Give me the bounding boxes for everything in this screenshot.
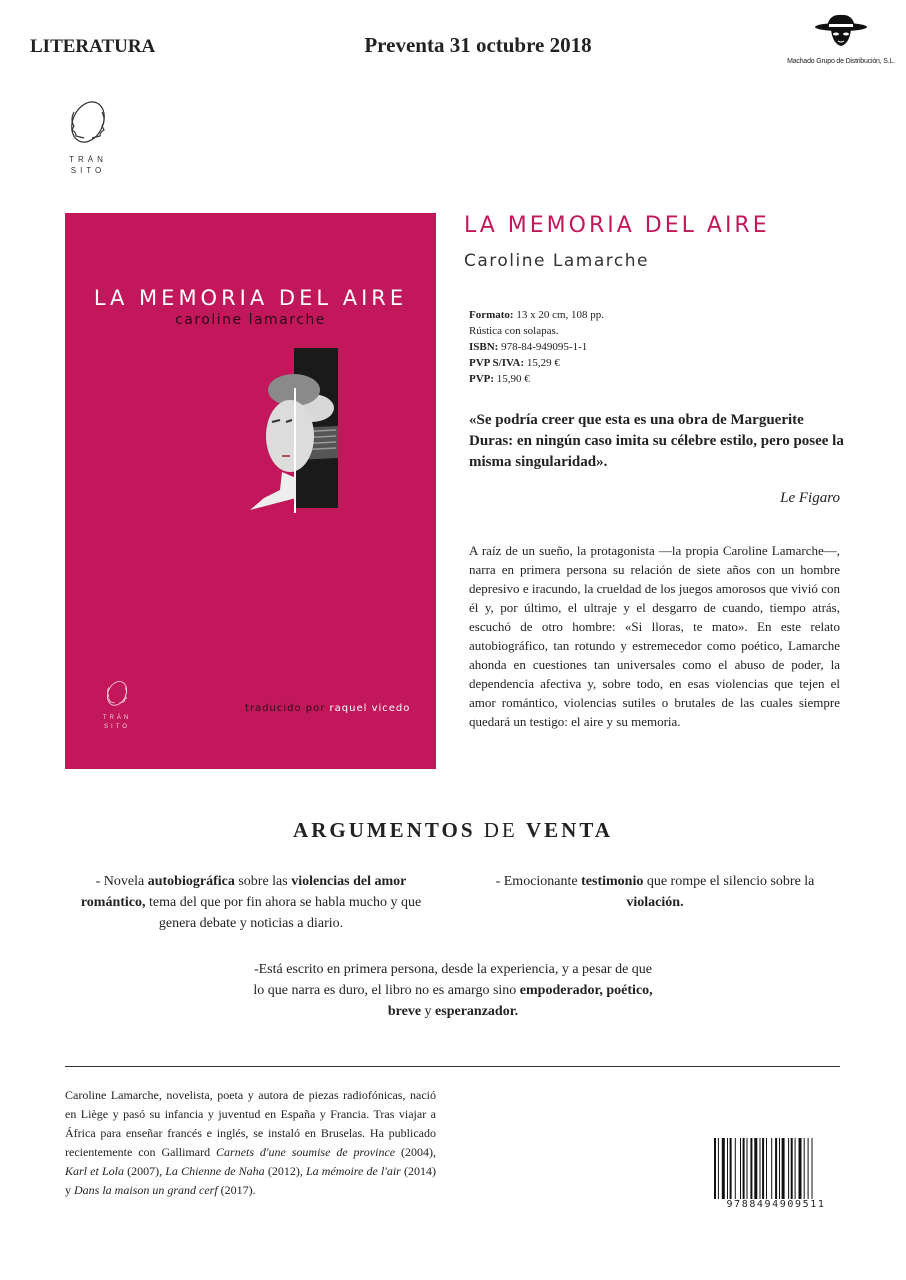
text-segment: Karl et Lola [65,1164,124,1178]
text-segment: y [421,1004,436,1019]
imprint-line-2: SITO [70,166,106,175]
footer-divider [65,1066,840,1067]
spec-row [469,355,604,371]
spec-label: PVP S/IVA: [469,357,525,369]
args-title-part-1: ARGUMENTOS [293,818,476,842]
text-segment: que rompe el silencio sobre la [643,874,815,889]
sales-argument-1 [66,871,436,934]
distributor-logo [786,14,896,65]
imprint-logo [58,96,118,176]
text-segment: violencias del amor romántico, [80,874,407,910]
text-segment: esperanzador. [435,1004,519,1019]
text-segment: (2004), [395,1145,436,1159]
cover-translator-prefix: traducido por [245,703,326,714]
book-cover [65,213,436,769]
presale-date: Preventa 31 octubre 2018 [364,33,592,57]
text-segment: empoderador, poético, breve [387,983,653,1019]
spec-value: 15,90 € [494,373,530,385]
faces-logo-icon [102,678,132,710]
hat-man-icon [811,14,871,54]
spec-value: 978-84-949095-1-1 [498,341,588,353]
args-title-part-2: DE [475,818,526,842]
sales-argument-2 [475,871,835,913]
cover-translator-name: raquel vicedo [329,703,411,714]
distributor-name: Machado Grupo de Distribución, S.L. [787,58,895,65]
text-segment: - Emocionante [495,874,582,889]
spec-row [469,323,604,339]
text-segment: tema del que por fin ahora se habla mucho y que genera debate y noticias a diario. [145,895,422,931]
args-title-part-3: VENTA [526,818,613,842]
cover-imprint-line-2: SITO [104,724,130,730]
sales-argument-3 [250,959,656,1022]
text-segment: (2007), [123,1164,166,1178]
spec-value: 15,29 € [524,357,560,369]
text-segment: (2014) y [65,1164,436,1197]
spec-row [469,339,604,355]
book-title: LA MEMORIA DEL AIRE [464,213,770,238]
text-segment: -Está escrito en primera persona, desde la experiencia, y a pesar de que lo que narra es duro, el libro no es amargo sino [253,962,653,998]
imprint-line-1: TRÁN [69,155,107,164]
sales-arguments-title [0,818,906,843]
faces-logo-icon [64,96,112,150]
text-segment: - Novela [95,874,148,889]
text-segment: Dans la maison un grand cerf [74,1183,218,1197]
category-label: LITERATURA [30,36,156,57]
barcode-number: 9788494909511 [712,1199,840,1210]
spec-label: PVP: [469,373,495,385]
text-segment: sobre las [234,874,292,889]
cover-translator [245,703,410,714]
spec-label: ISBN: [469,341,499,353]
spec-value: 13 x 20 cm, 108 pp. [513,309,605,321]
author-bio [65,1086,436,1200]
spec-row [469,307,604,323]
quote-source: Le Figaro [780,490,840,506]
text-segment: autobiográfica [147,874,235,889]
cover-title: LA MEMORIA DEL AIRE [93,286,408,310]
cover-photo-collage [250,348,338,513]
text-segment: (2017). [217,1183,256,1197]
book-specs [469,307,604,387]
spec-row [469,371,604,387]
spec-label: Formato: [469,309,514,321]
text-segment: Carnets d'une soumise de province [216,1145,396,1159]
book-author: Caroline Lamarche [464,251,649,271]
spec-value: Rústica con solapas. [469,325,559,337]
text-segment: La Chienne de Naha [165,1164,265,1178]
text-segment: La mémoire de l'air [305,1164,401,1178]
text-segment: testimonio [581,874,644,889]
cover-imprint-line-1: TRÁN [102,715,132,721]
text-segment: Caroline Lamarche, novelista, poeta y autora de piezas radiofónicas, nació en Liège y pasó su infancia y juventud en España y Francia. Tras viajar a África para enseñar francés e inglés, se instaló en Bruselas. Ha publicado recientemente con Gallimard [65,1088,436,1159]
text-segment: violación. [626,895,684,910]
cover-imprint-logo [97,678,137,732]
press-quote: «Se podría creer que esta es una obra de Marguerite Duras: en ningún caso imita su célebre estilo, pero posee la misma singularidad». [469,412,844,470]
text-segment: (2012), [264,1164,306,1178]
book-synopsis: A raíz de un sueño, la protagonista —la propia Caroline Lamarche—, narra en primera persona su relación de siete años con un hombre depresivo e iracundo, la crueldad de los juegos amorosos que vivió con él y, por último, el ultraje y el desgarro de cuando, tiempo atrás, escuchó de otro hombre: «Si lloras, te mato». En este relato autobiográfico, tan rotundo y estremecedor como poético, Lamarche ahonda en cuestiones tan universales como el abuso de poder, la dependencia afectiva y, sobre todo, en esas violencias que tejen el amor romántico, violencias sutiles o brutales de las cuales siempre quedará un testigo: el aire y su memoria. [469,543,840,729]
cover-author: caroline lamarche [175,312,326,328]
